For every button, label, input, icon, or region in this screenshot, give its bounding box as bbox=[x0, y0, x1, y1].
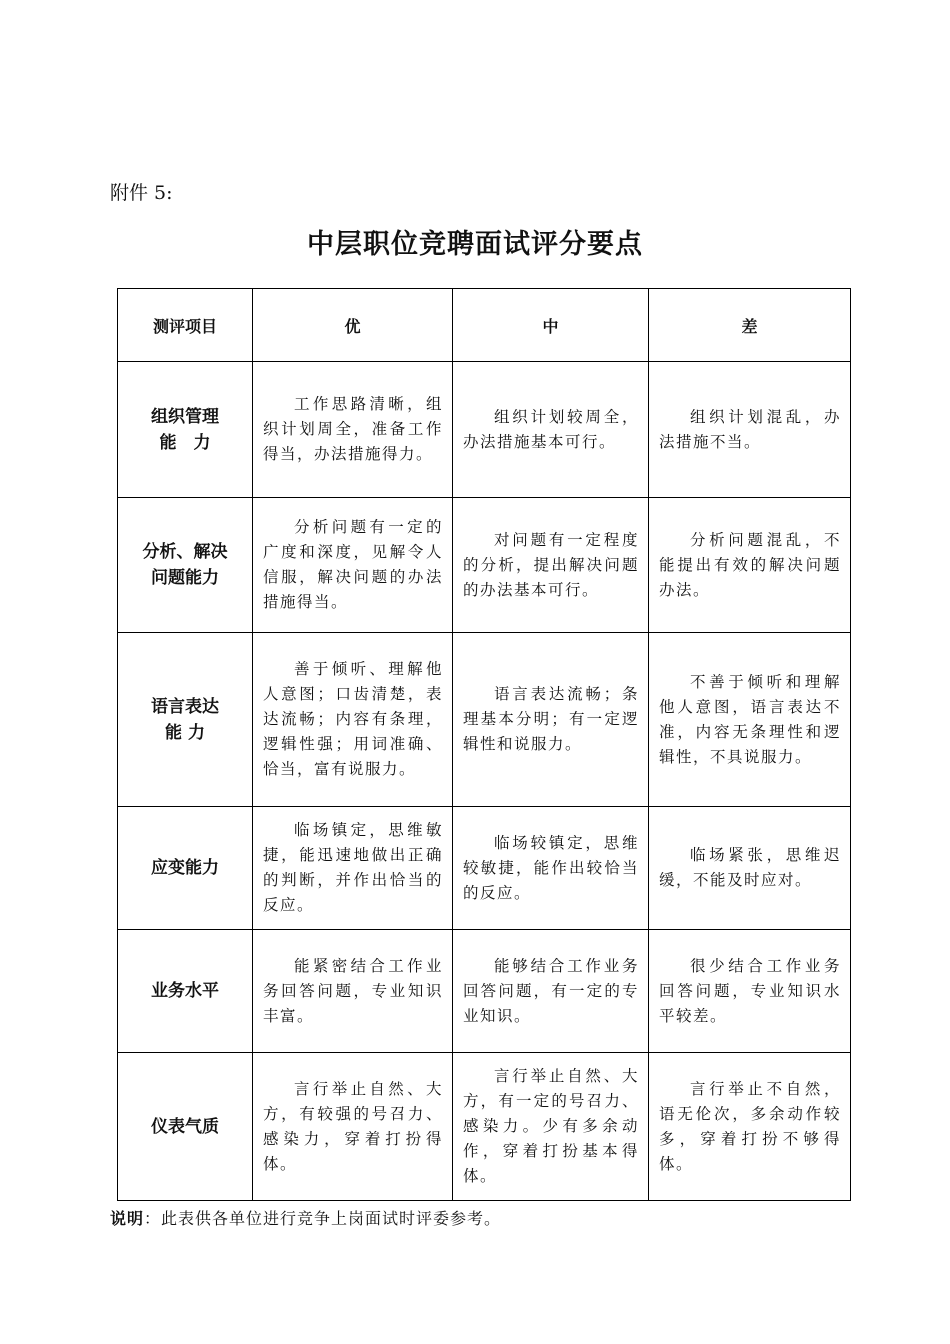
row-item: 语言表达 能 力 bbox=[118, 633, 253, 807]
row-good: 分析问题有一定的广度和深度，见解令人信服，解决问题的办法措施得当。 bbox=[253, 498, 453, 633]
row-good: 工作思路清晰，组织计划周全，准备工作得当，办法措施得力。 bbox=[253, 362, 453, 498]
table-row bbox=[118, 930, 851, 1053]
header-good: 优 bbox=[253, 289, 453, 362]
page-title: 中层职位竞聘面试评分要点 bbox=[307, 229, 643, 260]
attachment-label: 附件 5: bbox=[110, 182, 173, 204]
table-row bbox=[118, 1053, 851, 1201]
row-medium: 对问题有一定程度的分析，提出解决问题的办法基本可行。 bbox=[453, 498, 649, 633]
row-medium: 言行举止自然、大方，有一定的号召力、感染力。少有多余动作，穿着打扮基本得体。 bbox=[453, 1053, 649, 1201]
row-good: 言行举止自然、大方，有较强的号召力、感染力，穿着打扮得体。 bbox=[253, 1053, 453, 1201]
row-medium: 语言表达流畅；条理基本分明；有一定逻辑性和说服力。 bbox=[453, 633, 649, 807]
row-poor: 言行举止不自然，语无伦次，多余动作较多，穿着打扮不够得体。 bbox=[649, 1053, 851, 1201]
row-poor: 分析问题混乱，不能提出有效的解决问题办法。 bbox=[649, 498, 851, 633]
table-row bbox=[118, 498, 851, 633]
scoring-table bbox=[117, 288, 851, 1201]
row-good: 善于倾听、理解他人意图；口齿清楚，表达流畅；内容有条理，逻辑性强；用词准确、恰当，富有说服力。 bbox=[253, 633, 453, 807]
row-poor: 组织计划混乱，办法措施不当。 bbox=[649, 362, 851, 498]
row-item: 组织管理 能 力 bbox=[118, 362, 253, 498]
row-item: 应变能力 bbox=[118, 807, 253, 930]
row-medium: 能够结合工作业务回答问题，有一定的专业知识。 bbox=[453, 930, 649, 1053]
header-poor: 差 bbox=[649, 289, 851, 362]
table-row bbox=[118, 362, 851, 498]
row-good: 能紧密结合工作业务回答问题，专业知识丰富。 bbox=[253, 930, 453, 1053]
row-item: 仪表气质 bbox=[118, 1053, 253, 1201]
row-medium: 组织计划较周全，办法措施基本可行。 bbox=[453, 362, 649, 498]
footnote bbox=[110, 1206, 501, 1229]
header-medium: 中 bbox=[453, 289, 649, 362]
footnote-label: 说明 bbox=[110, 1209, 145, 1228]
header-item: 测评项目 bbox=[118, 289, 253, 362]
row-medium: 临场较镇定，思维较敏捷，能作出较恰当的反应。 bbox=[453, 807, 649, 930]
row-good: 临场镇定，思维敏捷，能迅速地做出正确的判断，并作出恰当的反应。 bbox=[253, 807, 453, 930]
row-poor: 很少结合工作业务回答问题，专业知识水平较差。 bbox=[649, 930, 851, 1053]
row-poor: 临场紧张，思维迟缓，不能及时应对。 bbox=[649, 807, 851, 930]
table-row bbox=[118, 633, 851, 807]
footnote-text: ：此表供各单位进行竞争上岗面试时评委参考。 bbox=[144, 1209, 502, 1228]
row-item: 业务水平 bbox=[118, 930, 253, 1053]
row-item: 分析、解决 问题能力 bbox=[118, 498, 253, 633]
table-row bbox=[118, 807, 851, 930]
table-header-row bbox=[118, 289, 851, 362]
row-poor: 不善于倾听和理解他人意图，语言表达不准，内容无条理性和逻辑性，不具说服力。 bbox=[649, 633, 851, 807]
